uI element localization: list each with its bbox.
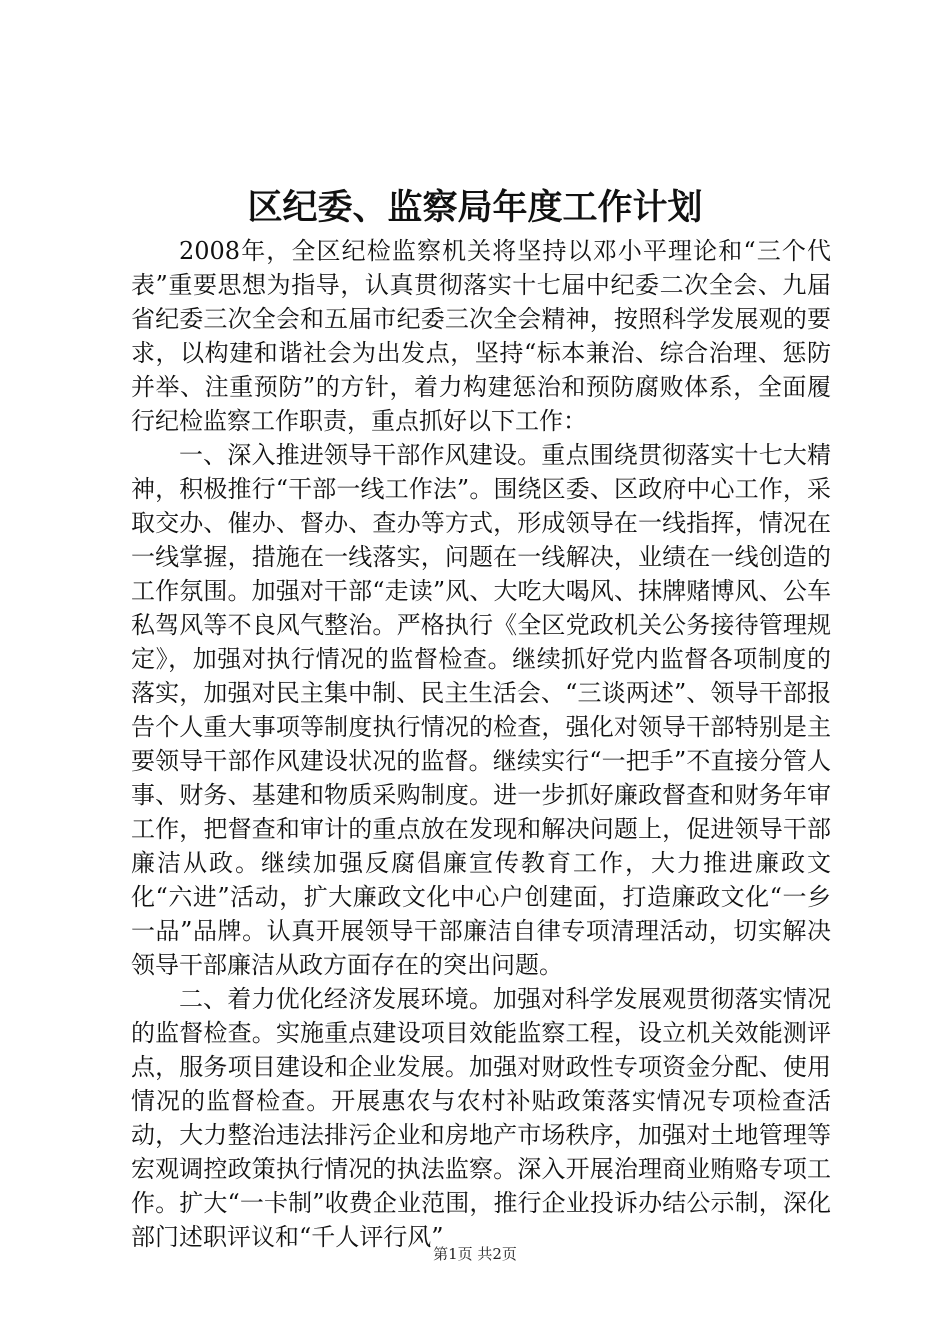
paragraph-section-2: 二、着力优化经济发展环境。加强对科学发展观贯彻落实情况的监督检查。实施重点建设项目效能监察工程，设立机关效能测评点，服务项目建设和企业发展。加强对财政性专项资金分配、使用情况的监督检查。开展惠农与农村补贴政策落实情况专项检查活动，大力整治违法排污企业和房地产市场秩序，加强对土地管理等宏观调控政策执行情况的执法监察。深入开展治理商业贿赂专项工作。扩大“一卡制”收费企业范围，推行企业投诉办结公示制，深化部门述职评议和“千人评行风”	[131, 985, 831, 1251]
paragraph-intro: 2008年，全区纪检监察机关将坚持以邓小平理论和“三个代表”重要思想为指导，认真贯彻落实十七届中纪委二次全会、九届省纪委三次全会和五届市纪委三次全会精神，按照科学发展观的要求，以构建和谐社会为出发点，坚持“标本兼治、综合治理、惩防并举、注重预防”的方针，着力构建惩治和预防腐败体系，全面履行纪检监察工作职责，重点抓好以下工作：	[131, 237, 831, 435]
document-body	[131, 234, 831, 1254]
document-title: 区纪委、监察局年度工作计划	[247, 187, 703, 228]
page-number-footer: 第1页 共2页	[433, 1245, 517, 1263]
paragraph-section-1: 一、深入推进领导干部作风建设。重点围绕贯彻落实十七大精神，积极推行“干部一线工作法”。围绕区委、区政府中心工作，采取交办、催办、督办、查办等方式，形成领导在一线指挥，情况在一线掌握，措施在一线落实，问题在一线解决，业绩在一线创造的工作氛围。加强对干部“走读”风、大吃大喝风、抹牌赌博风、公车私驾风等不良风气整治。严格执行《全区党政机关公务接待管理规定》，加强对执行情况的监督检查。继续抓好党内监督各项制度的落实，加强对民主集中制、民主生活会、“三谈两述”、领导干部报告个人重大事项等制度执行情况的检查，强化对领导干部特别是主要领导干部作风建设状况的监督。继续实行“一把手”不直接分管人事、财务、基建和物质采购制度。进一步抓好廉政督查和财务年审工作，把督查和审计的重点放在发现和解决问题上，促进领导干部廉洁从政。继续加强反腐倡廉宣传教育工作，大力推进廉政文化“六进”活动，扩大廉政文化中心户创建面，打造廉政文化“一乡一品”品牌。认真开展领导干部廉洁自律专项清理活动，切实解决领导干部廉洁从政方面存在的突出问题。	[131, 441, 831, 979]
